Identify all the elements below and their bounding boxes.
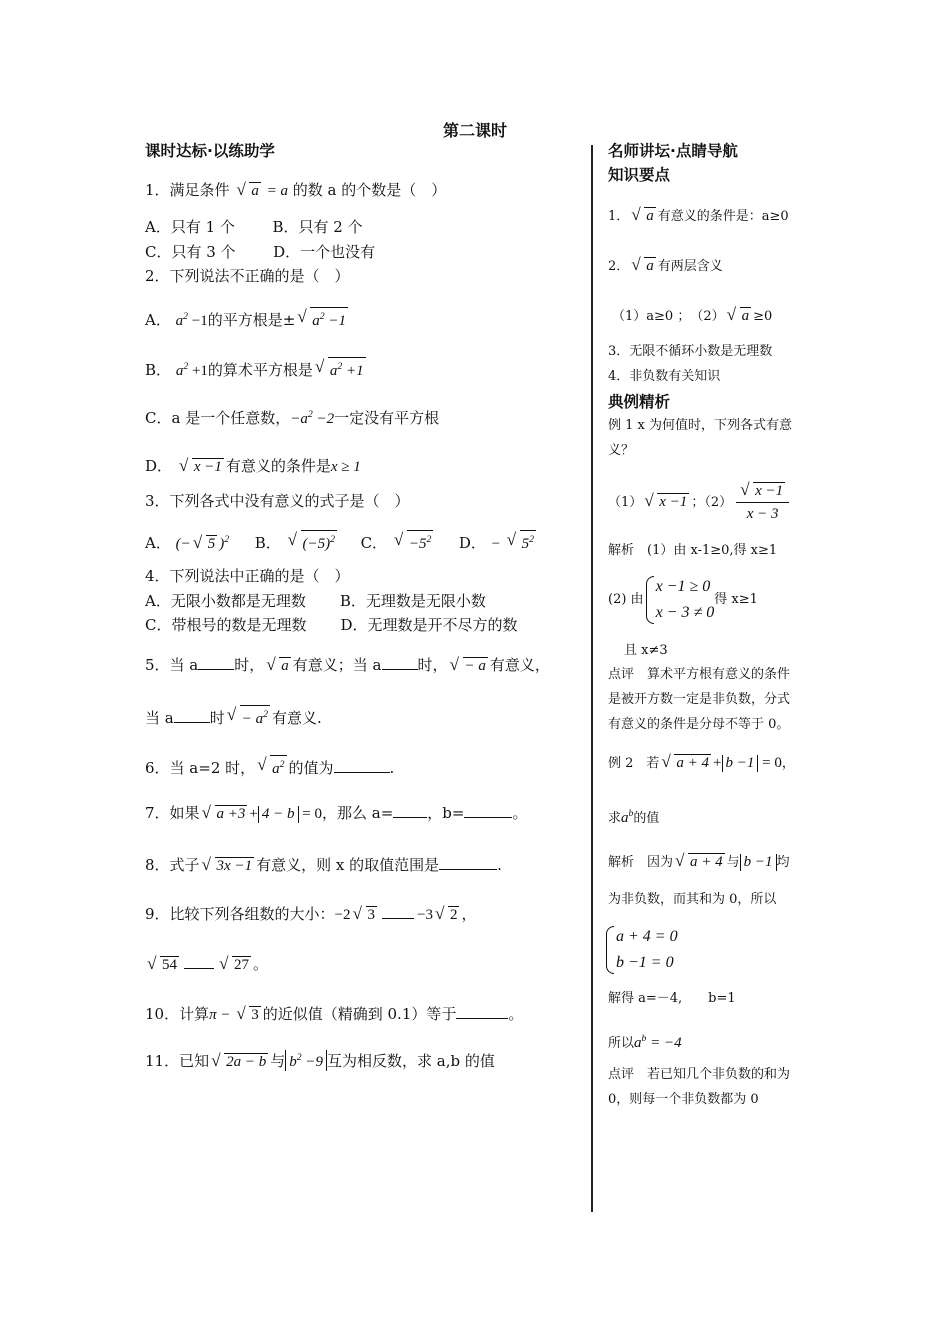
knowledge-1: 1．√ a 有意义的条件是：a≥0 [608, 205, 789, 228]
comment-1-line1: 点评 算术平方根有意义的条件 [608, 667, 791, 682]
solution-2-system: a + 4 = 0 b −1 = 0 [604, 922, 678, 978]
question-2-option-b: B． $a^2 +1$的算术平方根是√ $a^2 +1$ [145, 356, 368, 382]
question-7: 7．如果√ a +3 + 4 − b = 0，那么 a= ，b= 。 [145, 802, 527, 825]
solution-2-final: 所以$a^b = -4$ [608, 1033, 682, 1051]
solution-2-result: 解得 a=－4, b=1 [608, 991, 736, 1006]
question-2-option-d: D． √ x −1 有意义的条件是x ≥ 1 [145, 455, 361, 478]
knowledge-2-detail: （1）a≥0 ； （2）√ a ≥0 [612, 305, 772, 328]
solution-1-line1: 解析 (1）由 x-1≥0,得 x≥1 [608, 543, 778, 558]
question-5-cont: 当 a 时√ − $a^2$ 有意义. [145, 705, 322, 730]
page-title: 第二课时 [442, 121, 507, 140]
example-1-items: （1）√ x −1 ；（2） √ $\frac{x -1}{x - 3}$ [608, 478, 793, 527]
knowledge-2: 2．√ a 有两层含义 [608, 255, 723, 278]
question-1: 1．满足条件 √ a = a 的数 a 的个数是（ ） [145, 179, 446, 202]
option-c: C．只有 3 个 [145, 243, 236, 261]
option-a: A．只有 1 个 [145, 218, 235, 236]
option-b: B．只有 2 个 [272, 218, 363, 236]
question-3-options: A． (−√ 5 )$^2$ B． √ $(-5)^2$ C． √ $-5^2$ D． − √ $5^2$ [145, 529, 538, 555]
solution-1-line2: (2) 由 x −1 ≥ 0 x − 3 ≠ 0 得 x≥1 [608, 572, 758, 628]
example-2-cont: 求$a^b$的值 [608, 808, 660, 826]
comment-1-line2: 是被开方数一定是非负数，分式 [608, 692, 791, 707]
column-divider [591, 145, 593, 1212]
question-2: 2．下列说法不正确的是（ ） [145, 267, 350, 285]
question-2-option-c: C．a 是一个任意数，$-a^2 -2$一定没有平方根 [145, 409, 440, 427]
comment-1-line3: 有意义的条件是分母不等于 0。 [608, 717, 790, 732]
question-10: 10．计算π − √ 3 的近似值（精确到 0.1）等于 。 [145, 1003, 523, 1026]
left-heading: 课时达标·以练助学 [145, 142, 275, 160]
question-4: 4．下列说法中正确的是（ ） [145, 567, 350, 585]
question-1-options-row2 [145, 241, 375, 263]
sqrt-a: √ a [236, 180, 261, 202]
comment-2-line1: 点评 若已知几个非负数的和为 [608, 1067, 791, 1082]
question-9: 9．比较下列各组数的大小：−2√ 3 −3√ 2 ， [145, 903, 477, 926]
question-4-options-row1: A．无限小数都是无理数 B．无理数是无限小数 [145, 592, 486, 610]
question-8: 8．式子√ 3x −1 有意义，则 x 的取值范围是 . [145, 854, 502, 877]
comment-2-line2: 0，则每一个非负数都为 0 [608, 1092, 759, 1107]
example-2: 例 2 若√ a + 4 + b −1 = 0， [608, 752, 795, 775]
knowledge-4: 4．非负数有关知识 [608, 369, 721, 384]
question-11: 11．已知√ 2a − b 与 $b^2 -9$ 互为相反数，求 a,b 的值 [145, 1050, 495, 1073]
knowledge-3: 3．无限不循环小数是无理数 [608, 344, 773, 359]
solution-1-line3: 且 x≠3 [624, 643, 668, 658]
question-2-option-a: A． $a^2 -1$的平方根是±√ $a^2 -1$ [145, 306, 350, 332]
right-heading: 名师讲坛·点睛导航 [608, 142, 738, 160]
example-1-line1: 例 1 x 为何值时，下列各式有意 [608, 418, 792, 433]
example-1-line2: 义？ [608, 443, 635, 458]
question-4-options-row2: C．带根号的数是无理数 D．无理数是开不尽方的数 [145, 616, 518, 634]
solution-2-line2: 为非负数，而其和为 0，所以 [608, 892, 777, 907]
question-6: 6．当 a=2 时，√ $a^2$ 的值为 . [145, 755, 394, 780]
examples-heading: 典例精析 [608, 393, 671, 411]
solution-2: 解析 因为√ a + 4 与 b −1 均 [608, 851, 790, 874]
knowledge-points-heading: 知识要点 [608, 166, 671, 184]
question-3: 3．下列各式中没有意义的式子是（ ） [145, 492, 410, 510]
option-d: D．一个也没有 [273, 243, 376, 261]
question-1-options-row1 [145, 216, 363, 238]
question-9-cont: √ 54√ 27 。 [145, 953, 268, 976]
question-5: 5．当 a 时，√ a 有意义；当 a 时，√ − a 有意义， [145, 654, 550, 677]
